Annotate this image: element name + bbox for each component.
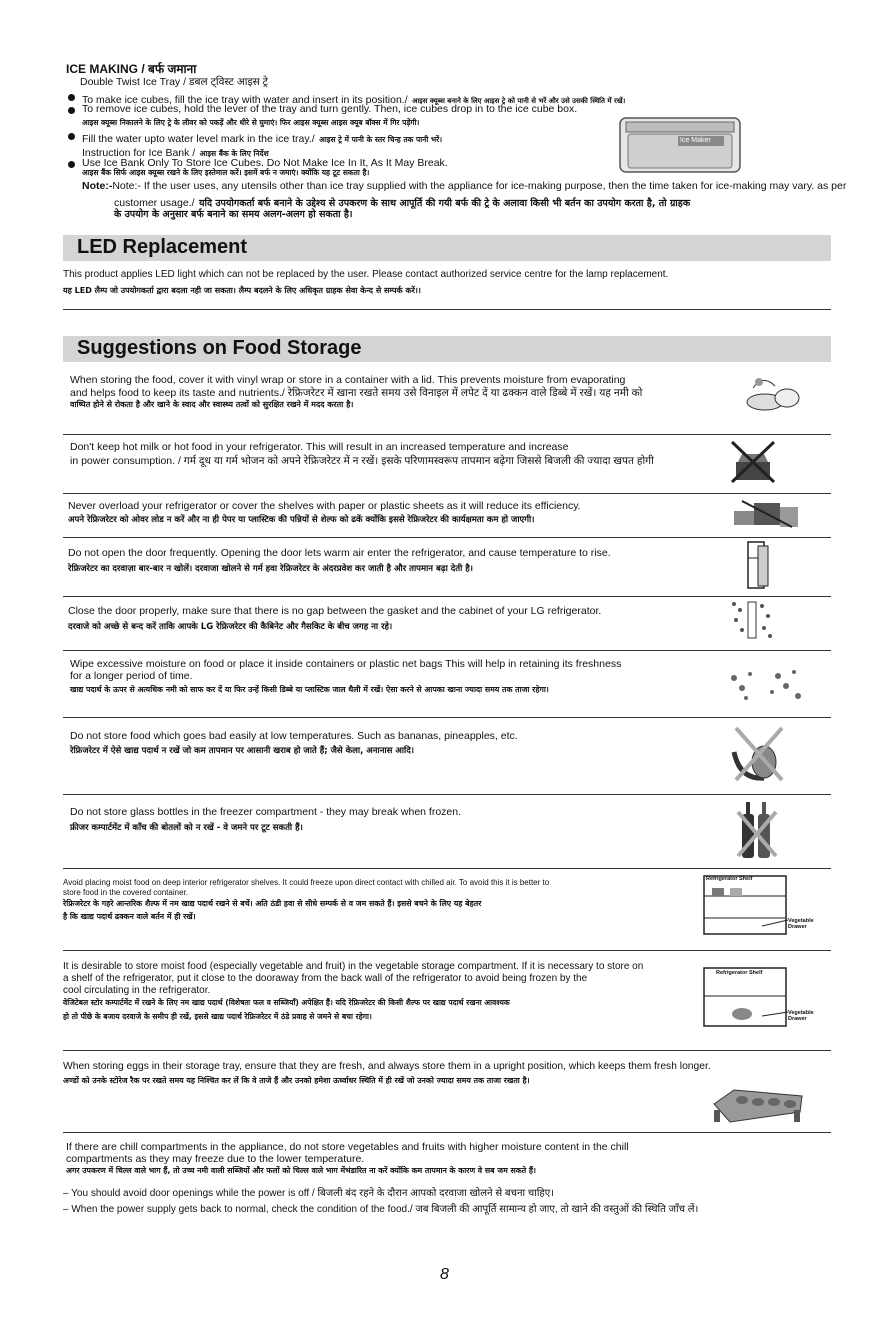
food-item-9-hi-2: है कि खाद्य पदार्थ ढक्कन वाले बर्तन में ही रखें। bbox=[63, 912, 196, 921]
food-item-8-en: Do not store glass bottles in the freezer compartment - they may break when frozen. bbox=[70, 806, 462, 818]
food-item-10-hi-1: वेजिटेबल स्टोर कम्पार्टमेंट में रखने के लिए नम खाद्य पदार्थ (विशेषतः फल व सब्जियॉं) अपेक्षित हैं। यदि रेफ्रिजरेटर की किसी शैल्फ पर खाद्य पदार्थ रखना आवश्यक bbox=[63, 998, 510, 1007]
ice-bullet-4-en: Use Ice Bank Only To Store Ice Cubes. Do Not Make Ice In It, As It May Break. bbox=[82, 157, 448, 169]
open-door-illustration bbox=[746, 540, 770, 590]
ice-note-en: Note:-Note:- If the user uses, any utensils other than ice tray supplied with the appliance for ice-making purpose, then the time taken for ice-making may vary. as per bbox=[82, 180, 847, 192]
divider bbox=[63, 717, 831, 718]
fridge-shelf-diagram bbox=[702, 874, 820, 936]
covered-food-illustration bbox=[745, 372, 801, 414]
vegetable-compartment-diagram bbox=[702, 966, 820, 1028]
led-text-en: This product applies LED light which can not be replaced by the user. Please contact authorized service centre for the lamp replacement. bbox=[63, 269, 669, 280]
divider bbox=[63, 1050, 831, 1051]
ice-bank-instruction: Instruction for Ice Bank / आइस बैंक के लिए निर्देश bbox=[82, 147, 269, 159]
power-restore-note: – When the power supply gets back to normal, check the condition of the food./ जब बिजली की आपूर्ति सामान्य हो जाए, तो खाने की वस्तुओं की स्थिति जॉंच लें। bbox=[63, 1204, 699, 1215]
food-heading: Suggestions on Food Storage bbox=[77, 337, 362, 359]
overloaded-fridge-illustration bbox=[732, 497, 802, 531]
food-item-5-hi: दरवाजे को अच्छे से बन्द करें ताकि आपके LG रेफ्रिजरेटर की कैबिनेट और गैसकिट के बीच जगह ना रहे। bbox=[68, 622, 393, 632]
food-item-7-en: Do not store food which goes bad easily at low temperatures. Such as bananas, pineapples, etc. bbox=[70, 730, 518, 742]
divider bbox=[63, 868, 831, 869]
bullet bbox=[68, 94, 75, 101]
door-gasket-illustration bbox=[728, 598, 776, 642]
food-item-9-hi-1: रेफ्रिजरेटर के गहरे आन्तरिक शैल्फ में नम खाद्य पदार्थ रखने से बचें। अति ठंडी हवा से सीधे सम्पर्क से व जम सकते हैं। इससे बचने के लिए यह बेहतर bbox=[63, 899, 482, 908]
food-item-10-en-2: a shelf of the refrigerator, put it close to the dooraway from the back wall of the refrigerator to avoid being frozen by the bbox=[63, 973, 588, 984]
food-item-10-en-3: cool circulating in the refrigerator. bbox=[63, 985, 211, 996]
ice-note-line2: customer usage./ यदि उपयोगकर्ता बर्फ बनाने के उद्देश्य से उपकरण के साथ आपूर्ति की गयी बर्फ की ट्रे के अलावा किसी भी बर्तन का उपयोग करता है, तो ग्राहक bbox=[114, 197, 691, 209]
divider bbox=[63, 493, 831, 494]
led-heading: LED Replacement bbox=[77, 236, 248, 258]
ice-bullet-2-hi: आइस क्यूब्स निकालने के लिए ट्रे के लीवर को पकड़ें और धीरे से घुमाएं। फिर आइस क्यूब्स आइस क्यूब बॉक्स में गिर पड़ेंगी। bbox=[82, 118, 420, 127]
divider bbox=[63, 950, 831, 951]
page-number: 8 bbox=[440, 1266, 449, 1283]
divider bbox=[63, 434, 831, 435]
egg-tray-illustration bbox=[710, 1080, 806, 1126]
food-item-1-en-2: and helps food to keep its taste and nutrients./ रेफ्रिजरेटर में खाना रखते समय उसे विनाइल में लपेट दें या ढक्कन वाले डिब्बे में रखें। यह नमी को bbox=[70, 387, 643, 399]
divider bbox=[63, 309, 831, 310]
divider bbox=[63, 794, 831, 795]
food-item-6-hi: खाद्य पदार्थ के ऊपर से अत्यधिक नमी को साफ कर दें या फिर उन्हें किसी डिब्बे या प्लास्टिक जाल थैली में रखें। ऐसा करने से आपका खाना ज्यादा समय तक ताजा रहेगा। bbox=[70, 685, 549, 694]
ice-bullet-4-hi: आइस बैंक सिर्फ आइस क्यूब्स रखने के लिए इस्तेमाल करें। इसमें बर्फ न जमाएं। क्योंकि यह टूट सकता है। bbox=[82, 168, 370, 177]
food-item-9-en-2: store food in the covered container. bbox=[63, 888, 188, 897]
food-item-12-en-2: compartments as they may freeze due to the lower temperature. bbox=[66, 1153, 365, 1165]
food-item-4-en: Do not open the door frequently. Opening the door lets warm air enter the refrigerator, and cause temperature to rise. bbox=[68, 547, 611, 559]
led-heading-bar bbox=[63, 235, 831, 261]
bullet bbox=[68, 161, 75, 168]
ice-bullet-1: To make ice cubes, fill the ice tray with water and insert in its position./ आइस क्यूब्स बनाने के लिए आइस ट्रे को पानी से भरें और उसे उसकी स्थिति में रखें। bbox=[82, 94, 626, 106]
food-item-12-en-1: If there are chill compartments in the appliance, do not store vegetables and fruits with higher moisture content in the chill bbox=[66, 1141, 629, 1153]
banana-pineapple-crossed-illustration bbox=[728, 722, 788, 786]
food-item-2-en-1: Don't keep hot milk or hot food in your refrigerator. This will result in an increased temperature and increase bbox=[70, 441, 569, 453]
food-item-9-en-1: Avoid placing moist food on deep interior refrigerator shelves. It could freeze upon direct contact with chilled air. To avoid this it is better to bbox=[63, 878, 550, 887]
ice-bullet-3: Fill the water upto water level mark in the ice tray./ आइस ट्रे में पानी के स्तर चिन्ह तक पानी भरें। bbox=[82, 133, 443, 145]
refrigerator-shelf-label: Refrigerator Shelf bbox=[716, 970, 763, 976]
food-item-2-en-2: in power consumption. / गर्म दूध या गर्म भोजन को अपने रेफ्रिजरेटर में न रखें। इसके परिणामस्वरूप तापमान बढ़ेगा जिससे बिजली की ज्यादा खपत होगी bbox=[70, 455, 654, 467]
food-item-11-hi: अण्डों को उनके स्टोरेज रैक पर रखते समय यह निश्चित कर लें कि वे ताजे हैं और उनको हमेशा ऊर्ध्वाधर स्थिति में ही रखें जो उनको ज्यादा समय तक ताजा रखता है। bbox=[63, 1076, 530, 1085]
food-item-5-en: Close the door properly, make sure that there is no gap between the gasket and the cabinet of your LG refrigerator. bbox=[68, 605, 602, 617]
moist-food-illustration bbox=[724, 658, 808, 706]
bullet bbox=[68, 133, 75, 140]
food-heading-bar bbox=[63, 336, 831, 362]
food-item-3-hi: अपने रेफ्रिजरेटर को ओवर लोड न करें और ना ही पेपर या प्लास्टिक की पन्नियों से शेल्फ को ढकें क्योंकि इससे रेफ्रिजरेटर की कार्यक्षमता कम हो जाएगी। bbox=[68, 515, 535, 525]
ice-maker-label: Ice Maker bbox=[680, 137, 711, 144]
divider bbox=[63, 537, 831, 538]
food-item-1-en-1: When storing the food, cover it with vinyl wrap or store in a container with a lid. This prevents moisture from evaporating bbox=[70, 374, 626, 386]
divider bbox=[63, 1132, 831, 1133]
food-item-7-hi: रेफ्रिजरेटर में ऐसे खाद्य पदार्थ न रखें जो कम तापमान पर आसानी खराब हो जाते हैं; जैसे केला, अनानास आदि। bbox=[70, 746, 414, 756]
vegetable-drawer-label: Vegetable Drawer bbox=[788, 918, 814, 930]
ice-tray-label: Double Twist Ice Tray / डबल ट्विस्ट आइस ट्रे bbox=[80, 76, 268, 88]
food-item-12-hi: अगर उपकरण में चिल्ल वाले भाग हैं, तो उच्च नमी वाली सब्जियों और फलों को चिल्ल वाले भाग मेंभंडारित ना करें क्योंकि कम तापमान के कारण वे सब जम सकते हैं। bbox=[66, 1166, 536, 1175]
food-item-1-hi: वाष्पित होने से रोकता है और खाने के स्वाद और स्वास्थ्य तत्वों को सुरक्षित रखने में मदद करता है। bbox=[70, 400, 354, 409]
bullet bbox=[68, 107, 75, 114]
divider bbox=[63, 596, 831, 597]
ice-note-hi: के उपयोग के अनुसार बर्फ बनाने का समय अलग-अलग हो सकता है। bbox=[114, 209, 353, 220]
food-item-10-hi-2: हो तो पीछे के बजाय दरवाजे के समीप ही रखें, इससे खाद्य पदार्थ रेफ्रिजरेटर में ठंडे प्रवाह से जमने से बचा रहेगा। bbox=[63, 1012, 372, 1021]
hot-food-crossed-illustration bbox=[728, 438, 778, 486]
vegetable-drawer-label: Vegetable Drawer bbox=[788, 1010, 814, 1022]
food-item-3-en: Never overload your refrigerator or cover the shelves with paper or plastic sheets as it will reduce its efficiency. bbox=[68, 500, 581, 512]
led-text-hi: यह LED लैम्प जो उपयोगकर्ता द्वारा बदला नही जा सकता। लैम्प बदलने के लिए अधिकृत ग्राहक सेवा केन्द से सम्पर्क करें।। bbox=[63, 286, 421, 295]
food-item-6-en-1: Wipe excessive moisture on food or place it inside containers or plastic net bags This will help in retaining its freshness bbox=[70, 658, 622, 670]
food-item-10-en-1: It is desirable to store moist food (especially vegetable and fruit) in the vegetable storage compartment. If it is necessary to store on bbox=[63, 961, 644, 972]
food-item-6-en-2: for a longer period of time. bbox=[70, 670, 193, 682]
ice-bullet-2-en: To remove ice cubes, hold the lever of the tray and turn gently. Then, ice cubes drop in to the ice cube box. bbox=[82, 103, 578, 115]
food-item-4-hi: रेफ्रिजरेटर का दरवाज़ा बार-बार न खोलें। दरवाजा खोलने से गर्म हवा रेफ्रिजरेटर के अंदरप्रवेश कर जाती है और तापमान बढ़ा देती है। bbox=[68, 564, 474, 574]
ice-maker-illustration bbox=[618, 116, 742, 174]
food-item-8-hi: फ्रीजर कम्पार्टमेंट में कॉंच की बोतलों को न रखें - वे जमने पर टूट सकती हैं। bbox=[70, 823, 303, 833]
divider bbox=[63, 650, 831, 651]
glass-bottles-crossed-illustration bbox=[734, 800, 780, 862]
food-item-11-en: When storing eggs in their storage tray, ensure that they are fresh, and always store them in a upright position, which keeps them fresh longer. bbox=[63, 1061, 711, 1072]
refrigerator-shelf-label: Refrigerator Shelf bbox=[706, 876, 753, 882]
power-off-note: – You should avoid door openings while the power is off / बिजली बंद रहने के दौरान आपको दरवाजा खोलने से बचना चाहिए। bbox=[63, 1188, 555, 1199]
ice-making-heading: ICE MAKING / बर्फ जमाना bbox=[66, 62, 197, 76]
